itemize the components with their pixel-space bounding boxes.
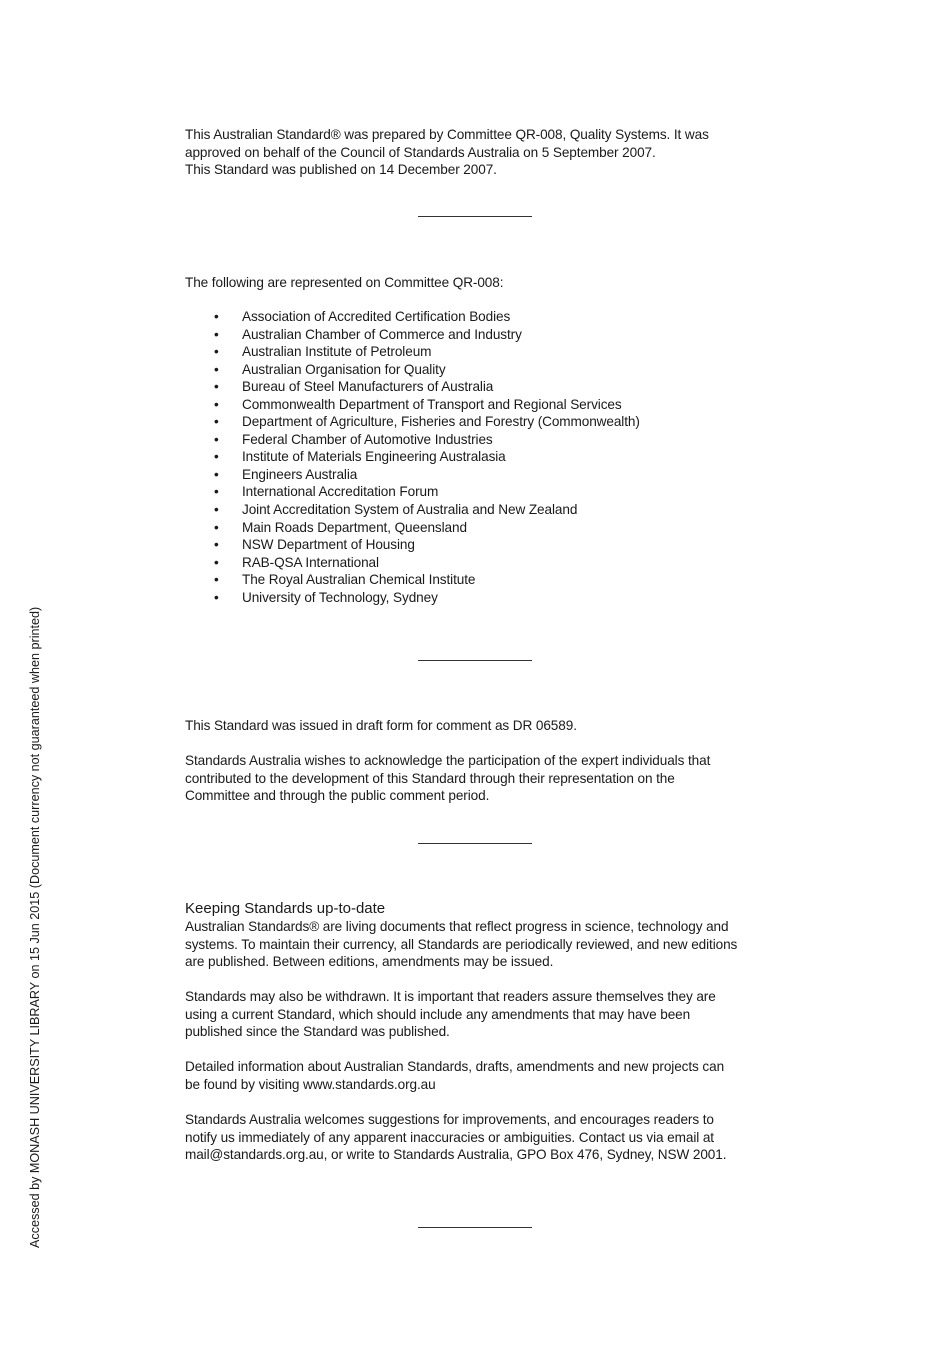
bullet: • bbox=[214, 326, 219, 342]
member-name: The Royal Australian Chemical Institute bbox=[242, 572, 476, 588]
committee-intro-text: The following are represented on Committee QR-008: bbox=[185, 275, 504, 290]
list-item bbox=[185, 378, 775, 396]
section-divider bbox=[418, 843, 532, 844]
bullet: • bbox=[214, 537, 219, 553]
bullet: • bbox=[214, 554, 219, 570]
member-name: Australian Institute of Petroleum bbox=[242, 344, 432, 360]
bullet: • bbox=[214, 431, 219, 447]
ack-line-1: Standards Australia wishes to acknowledge the participation of the expert individuals that bbox=[185, 753, 711, 768]
member-name: RAB-QSA International bbox=[242, 554, 379, 570]
paragraph-line: mail@standards.org.au, or write to Standards Australia, GPO Box 476, Sydney, NSW 2001. bbox=[185, 1147, 727, 1163]
member-name: International Accreditation Forum bbox=[242, 484, 439, 500]
preparation-statement bbox=[185, 126, 775, 179]
paragraph-line: published since the Standard was published. bbox=[185, 1024, 450, 1040]
preparation-line-3: This Standard was published on 14 December 2007. bbox=[185, 162, 497, 178]
list-item bbox=[185, 326, 775, 344]
bullet: • bbox=[214, 589, 219, 605]
section-divider bbox=[418, 1227, 532, 1228]
bullet: • bbox=[214, 572, 219, 588]
paragraph-line: Standards may also be withdrawn. It is important that readers assure themselves they are bbox=[185, 989, 716, 1004]
list-item bbox=[185, 466, 775, 484]
list-item bbox=[185, 501, 775, 519]
bullet: • bbox=[214, 484, 219, 500]
list-item bbox=[185, 413, 775, 431]
bullet: • bbox=[214, 361, 219, 377]
list-item bbox=[185, 396, 775, 414]
list-item bbox=[185, 431, 775, 449]
member-name: Engineers Australia bbox=[242, 466, 358, 482]
bullet: • bbox=[214, 449, 219, 465]
member-name: Joint Accreditation System of Australia and New Zealand bbox=[242, 502, 578, 518]
member-name: Main Roads Department, Queensland bbox=[242, 519, 467, 535]
draft-notice bbox=[185, 717, 775, 735]
member-name: Federal Chamber of Automotive Industries bbox=[242, 431, 493, 447]
list-item bbox=[185, 589, 775, 607]
paragraph-line: Standards Australia welcomes suggestions for improvements, and encourages readers to bbox=[185, 1112, 714, 1127]
member-name: Australian Organisation for Quality bbox=[242, 361, 446, 377]
paragraph-line: are published. Between editions, amendments may be issued. bbox=[185, 954, 554, 970]
bullet: • bbox=[214, 414, 219, 430]
draft-line: This Standard was issued in draft form for comment as DR 06589. bbox=[185, 718, 577, 733]
ack-line-2: contributed to the development of this Standard through their representation on the bbox=[185, 770, 675, 786]
uptodate-paragraph-2 bbox=[185, 988, 775, 1041]
list-item bbox=[185, 361, 775, 379]
list-item bbox=[185, 308, 775, 326]
member-name: University of Technology, Sydney bbox=[242, 589, 438, 605]
list-item bbox=[185, 519, 775, 537]
bullet: • bbox=[214, 466, 219, 482]
section-heading: Keeping Standards up-to-date bbox=[185, 900, 386, 917]
list-item bbox=[185, 343, 775, 361]
uptodate-paragraph-4 bbox=[185, 1111, 775, 1164]
list-item bbox=[185, 536, 775, 554]
committee-intro bbox=[185, 274, 775, 292]
section-divider bbox=[418, 660, 532, 661]
bullet: • bbox=[214, 396, 219, 412]
ack-line-3: Committee and through the public comment period. bbox=[185, 788, 490, 804]
preparation-line-1: This Australian Standard® was prepared by Committee QR-008, Quality Systems. It was bbox=[185, 127, 709, 142]
list-item bbox=[185, 448, 775, 466]
access-watermark-note: Accessed by MONASH UNIVERSITY LIBRARY on 15 Jun 2015 (Document currency not guaranteed when printed) bbox=[28, 606, 42, 1248]
uptodate-paragraph-1 bbox=[185, 918, 775, 971]
paragraph-line: using a current Standard, which should include any amendments that may have been bbox=[185, 1006, 691, 1022]
member-name: Bureau of Steel Manufacturers of Australia bbox=[242, 379, 494, 395]
bullet: • bbox=[214, 502, 219, 518]
uptodate-paragraph-3 bbox=[185, 1058, 775, 1093]
list-item bbox=[185, 554, 775, 572]
member-name: Commonwealth Department of Transport and Regional Services bbox=[242, 396, 622, 412]
section-divider bbox=[418, 216, 532, 217]
paragraph-line: notify us immediately of any apparent inaccuracies or ambiguities. Contact us via email at bbox=[185, 1129, 714, 1145]
member-name: Association of Accredited Certification Bodies bbox=[242, 309, 511, 324]
preparation-line-2: approved on behalf of the Council of Standards Australia on 5 September 2007. bbox=[185, 144, 656, 160]
paragraph-line: systems. To maintain their currency, all Standards are periodically reviewed, and new editions bbox=[185, 936, 738, 952]
paragraph-line: be found by visiting www.standards.org.au bbox=[185, 1076, 436, 1092]
acknowledgement bbox=[185, 752, 775, 805]
bullet: • bbox=[214, 519, 219, 535]
paragraph-line: Detailed information about Australian Standards, drafts, amendments and new projects can bbox=[185, 1059, 725, 1074]
bullet: • bbox=[214, 344, 219, 360]
member-name: Department of Agriculture, Fisheries and Forestry (Commonwealth) bbox=[242, 414, 640, 430]
list-item bbox=[185, 483, 775, 501]
bullet: • bbox=[214, 379, 219, 395]
member-name: Institute of Materials Engineering Australasia bbox=[242, 449, 506, 465]
paragraph-line: Australian Standards® are living documents that reflect progress in science, technology and bbox=[185, 919, 729, 934]
member-name: Australian Chamber of Commerce and Industry bbox=[242, 326, 522, 342]
list-item bbox=[185, 571, 775, 589]
member-name: NSW Department of Housing bbox=[242, 537, 415, 553]
committee-member-list bbox=[185, 308, 775, 606]
bullet: • bbox=[214, 309, 219, 324]
